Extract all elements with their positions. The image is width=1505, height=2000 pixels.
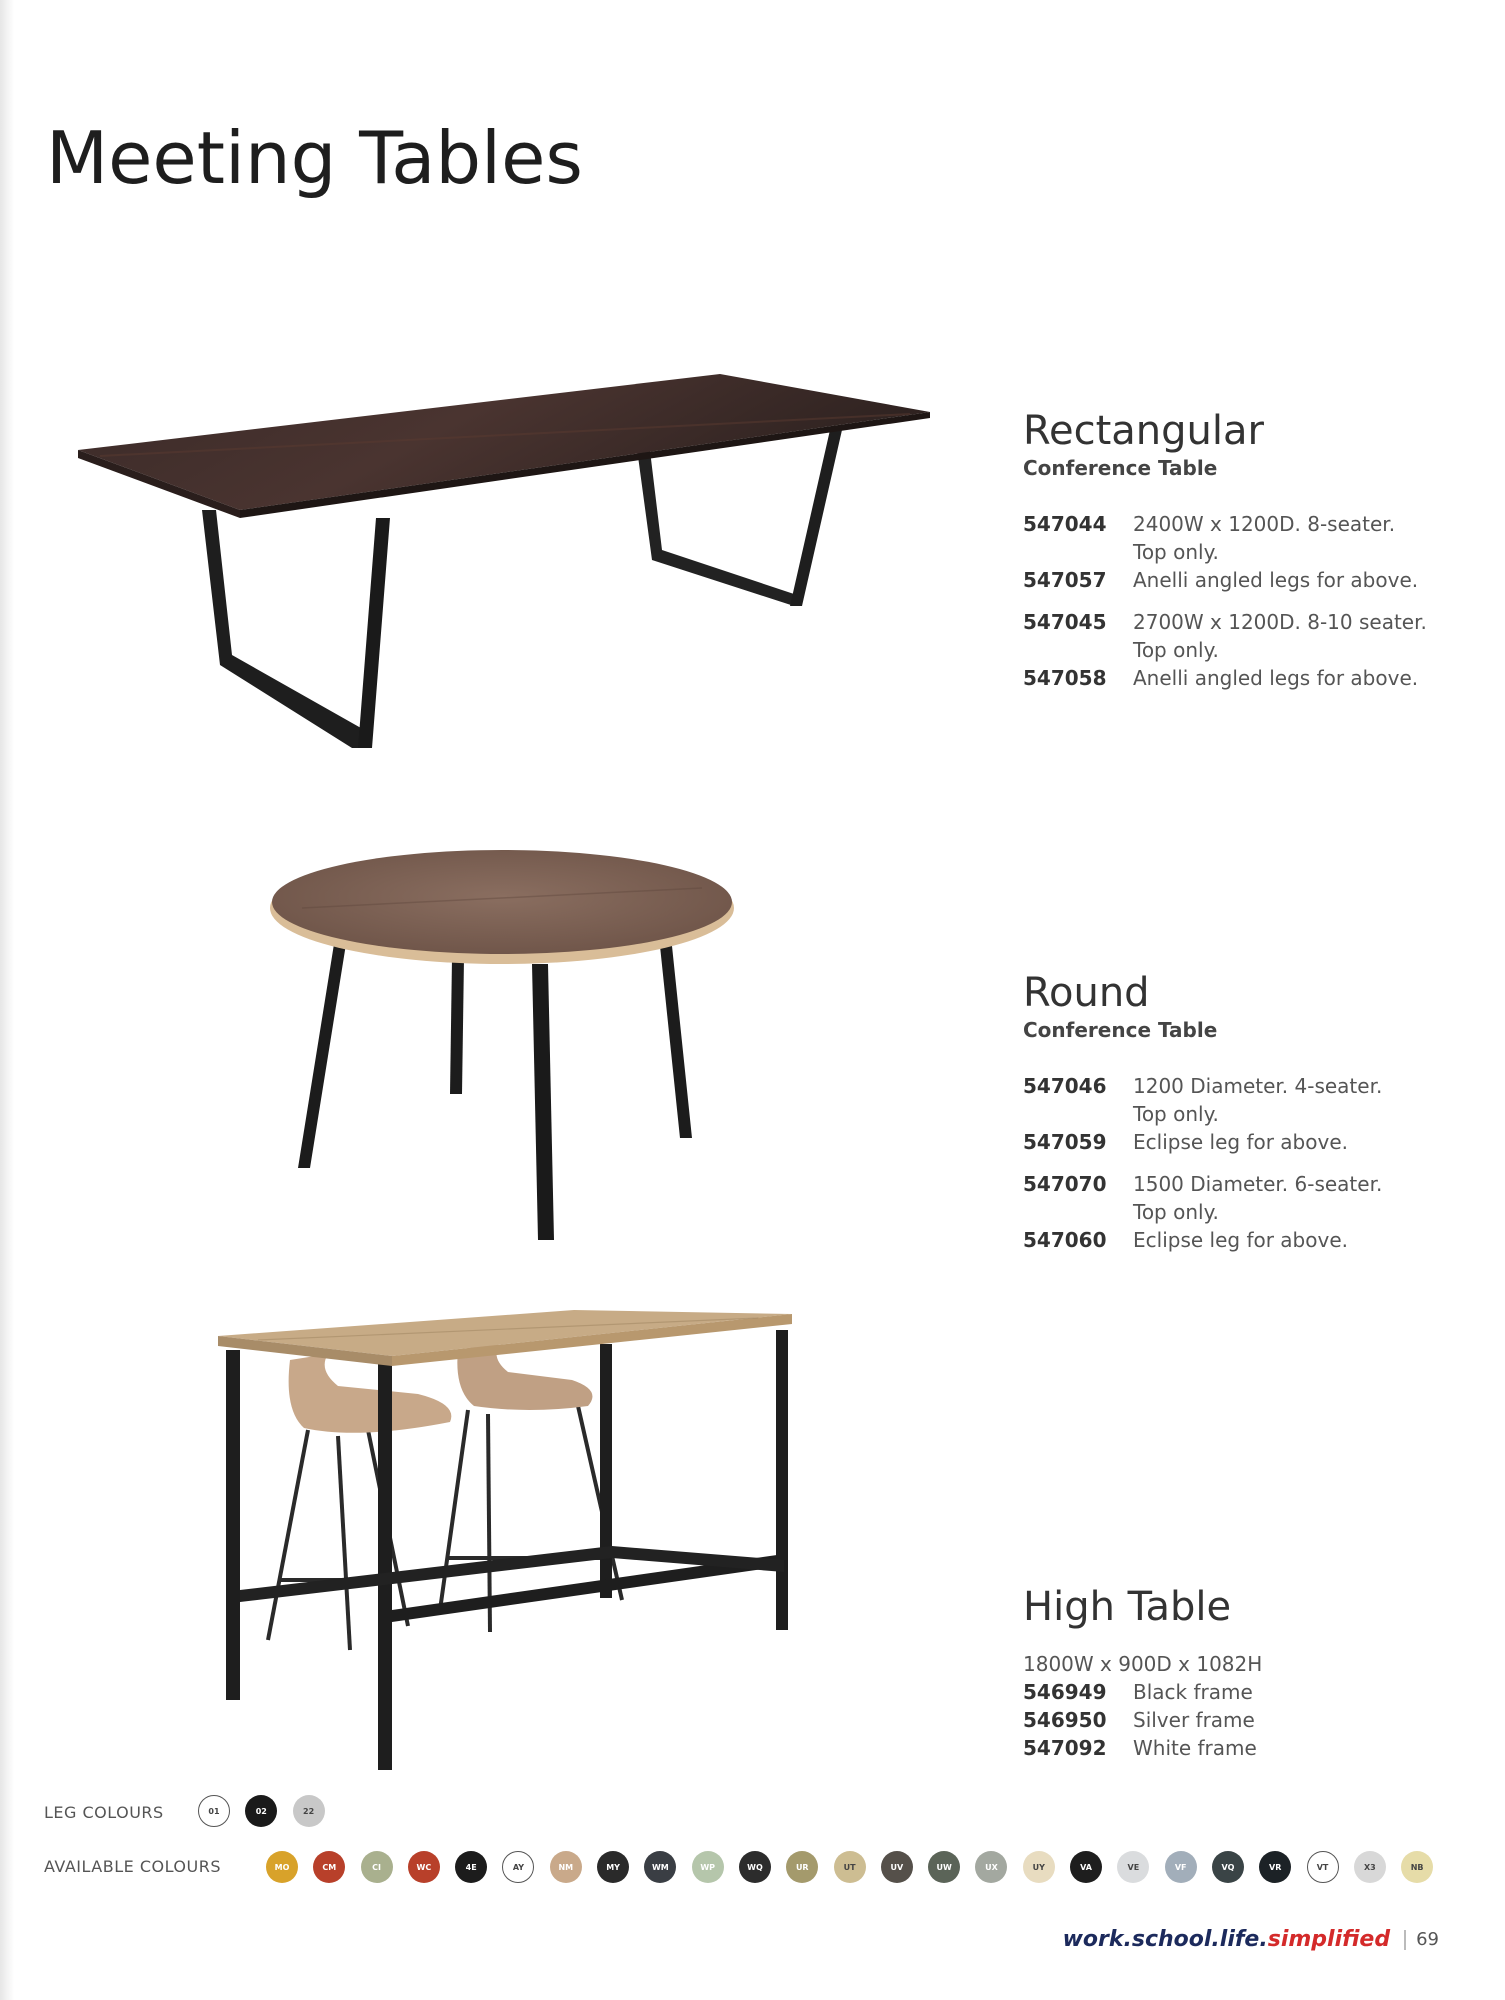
colour-swatch-ci: CI [361, 1851, 393, 1883]
colour-swatch-01: 01 [198, 1795, 230, 1827]
spec-row [1023, 1072, 1463, 1100]
footer [1063, 1927, 1439, 1952]
colour-swatch-vq: VQ [1212, 1851, 1244, 1883]
product-description: Silver frame [1133, 1708, 1255, 1732]
product-high-table [1023, 1584, 1463, 1762]
page-title: Meeting Tables [46, 116, 583, 200]
product-code: 547046 [1023, 1074, 1107, 1098]
colour-swatch-nm: NM [550, 1851, 582, 1883]
product-round [1023, 970, 1463, 1268]
footer-divider [1404, 1930, 1406, 1950]
product-code: 547060 [1023, 1228, 1107, 1252]
product-code: 546950 [1023, 1708, 1107, 1732]
spec-group [1023, 1072, 1463, 1156]
round-table-image [262, 848, 742, 1248]
high-table-image [218, 1310, 798, 1770]
product-code [1023, 636, 1133, 664]
product-description: 2400W x 1200D. 8-seater. [1133, 512, 1396, 536]
product-name: Rectangular [1023, 408, 1264, 454]
spec-row [1023, 1706, 1463, 1734]
product-subtitle: Conference Table [1023, 1018, 1218, 1042]
colour-swatch-x3: X3 [1354, 1851, 1386, 1883]
colour-swatch-wp: WP [692, 1851, 724, 1883]
colour-swatch-va: VA [1070, 1851, 1102, 1883]
available-colour-swatches [266, 1851, 1448, 1883]
product-code: 547045 [1023, 610, 1107, 634]
spec-row [1023, 1198, 1463, 1226]
product-rectangular [1023, 408, 1463, 706]
product-description: Anelli angled legs for above. [1133, 568, 1419, 592]
spec-row [1023, 566, 1463, 594]
product-subtitle: Conference Table [1023, 456, 1218, 480]
slogan-part1: work.school.life. [1062, 1927, 1268, 1952]
product-description: 1500 Diameter. 6-seater. [1133, 1172, 1383, 1196]
product-name: High Table [1023, 1584, 1232, 1630]
colour-swatch-nb: NB [1401, 1851, 1433, 1883]
spec-row [1023, 1128, 1463, 1156]
spec-list [1023, 1072, 1463, 1254]
product-description: 2700W x 1200D. 8-10 seater. [1133, 610, 1427, 634]
colour-swatch-wc: WC [408, 1851, 440, 1883]
product-description: Black frame [1133, 1680, 1253, 1704]
colour-swatch-my: MY [597, 1851, 629, 1883]
product-description: Anelli angled legs for above. [1133, 666, 1419, 690]
colour-swatch-ay: AY [502, 1851, 534, 1883]
colour-swatch-uv: UV [881, 1851, 913, 1883]
product-name: Round [1023, 970, 1150, 1016]
product-code: 547044 [1023, 512, 1107, 536]
colour-swatch-mo: MO [266, 1851, 298, 1883]
spec-row [1023, 608, 1463, 636]
product-description: Top only. [1133, 638, 1219, 662]
product-dimensions: 1800W x 900D x 1082H [1023, 1652, 1263, 1676]
product-description: 1200 Diameter. 4-seater. [1133, 1074, 1383, 1098]
spec-row [1023, 510, 1463, 538]
colour-swatch-4e: 4E [455, 1851, 487, 1883]
spec-row [1023, 1734, 1463, 1762]
slogan-part2: simplified [1267, 1927, 1391, 1952]
spec-row [1023, 1100, 1463, 1128]
spec-row [1023, 1678, 1463, 1706]
colour-swatch-cm: CM [313, 1851, 345, 1883]
product-code: 547058 [1023, 666, 1107, 690]
spec-row [1023, 1226, 1463, 1254]
spec-list [1023, 510, 1463, 692]
colour-swatch-02: 02 [245, 1795, 277, 1827]
leg-colour-swatches [198, 1795, 340, 1827]
product-code: 547057 [1023, 568, 1107, 592]
colour-swatch-uw: UW [928, 1851, 960, 1883]
product-code [1023, 1100, 1133, 1128]
colour-swatch-ur: UR [786, 1851, 818, 1883]
product-description: Top only. [1133, 1200, 1219, 1224]
colour-swatch-22: 22 [293, 1795, 325, 1827]
spec-list [1023, 1678, 1463, 1762]
product-code: 547092 [1023, 1736, 1107, 1760]
product-description: White frame [1133, 1736, 1257, 1760]
colour-swatch-wm: WM [644, 1851, 676, 1883]
leg-colours-row [44, 1803, 164, 1822]
colour-swatch-vf: VF [1165, 1851, 1197, 1883]
colour-swatch-vr: VR [1259, 1851, 1291, 1883]
product-code [1023, 1198, 1133, 1226]
product-description: Top only. [1133, 1102, 1219, 1126]
available-colours-label: AVAILABLE COLOURS [44, 1857, 222, 1876]
product-description: Eclipse leg for above. [1133, 1130, 1348, 1154]
colour-swatch-vt: VT [1307, 1851, 1339, 1883]
spec-row [1023, 1170, 1463, 1198]
spec-group [1023, 1170, 1463, 1254]
colour-swatch-ux: UX [975, 1851, 1007, 1883]
rectangular-table-image [70, 370, 940, 750]
colour-swatch-ut: UT [834, 1851, 866, 1883]
colour-swatch-ve: VE [1117, 1851, 1149, 1883]
product-code: 547059 [1023, 1130, 1107, 1154]
product-code [1023, 538, 1133, 566]
spec-group [1023, 510, 1463, 594]
product-code: 546949 [1023, 1680, 1107, 1704]
spec-row [1023, 636, 1463, 664]
product-code: 547070 [1023, 1172, 1107, 1196]
page-edge-shadow [0, 0, 14, 2000]
product-description: Eclipse leg for above. [1133, 1228, 1348, 1252]
available-colours-row [44, 1857, 221, 1876]
spec-row [1023, 538, 1463, 566]
leg-colours-label: LEG COLOURS [44, 1803, 164, 1822]
colour-swatch-uy: UY [1023, 1851, 1055, 1883]
page-number: 69 [1416, 1929, 1439, 1950]
spec-row [1023, 664, 1463, 692]
colour-swatch-wq: WQ [739, 1851, 771, 1883]
spec-group [1023, 608, 1463, 692]
product-description: Top only. [1133, 540, 1219, 564]
